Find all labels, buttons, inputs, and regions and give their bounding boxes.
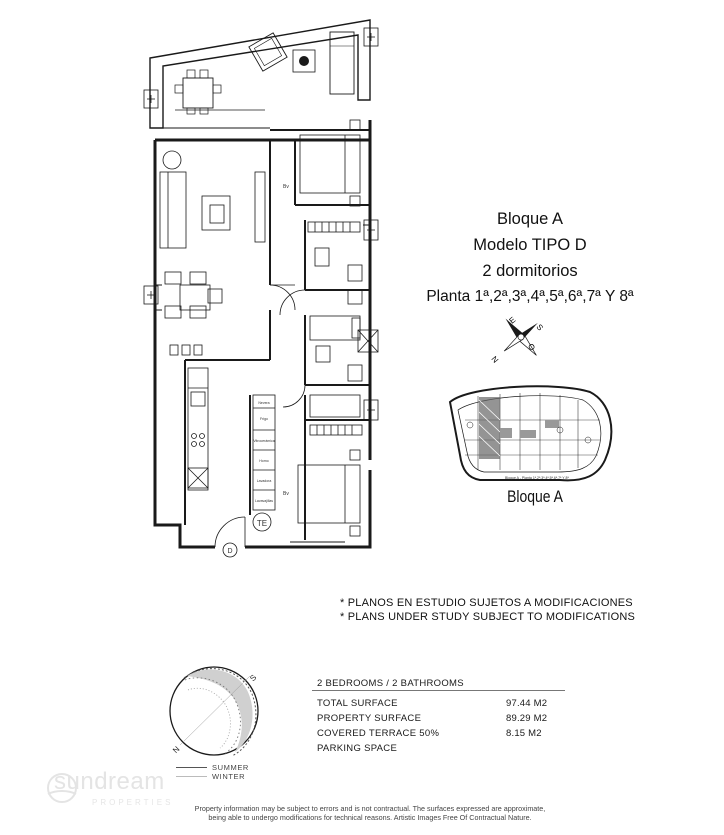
sun-n: N [171, 744, 182, 756]
specs-divider [312, 690, 565, 691]
block-title: Bloque A [496, 210, 564, 228]
te-label: TE [256, 519, 268, 528]
spec-label-total: TOTAL SURFACE [317, 698, 398, 709]
key-plan-small-label: Bloque A - Planta 1ª,2ª,3ª,4ª,5ª,6ª,7ª Y 8ª [505, 476, 569, 480]
note-english: * PLANS UNDER STUDY SUBJECT TO MODIFICATIONS [340, 611, 636, 623]
bedroom-2 [298, 425, 362, 536]
key-plan [450, 386, 611, 480]
compass-o: O [526, 341, 538, 353]
title-block [390, 206, 670, 310]
key-plan-caption: Bloque A [507, 487, 563, 506]
bv-label-1: Bv [283, 184, 289, 190]
disclaimer [170, 804, 570, 822]
bedrooms-title: 2 dormitorios [482, 262, 578, 280]
spec-label-parking: PARKING SPACE [317, 743, 398, 754]
living-furniture [160, 151, 265, 355]
spec-value-total: 97.44 M2 [506, 698, 548, 709]
legend-summer: SUMMER [212, 763, 249, 772]
model-title: Modelo TIPO D [473, 236, 587, 254]
bv-label-2: Bv [283, 491, 289, 497]
closet-label-3: Vitrocerámica [253, 439, 275, 443]
closet-label-4: Horno [259, 459, 269, 463]
bathroom-1 [310, 248, 362, 340]
disclaimer-line-2: being able to undergo modifications for technical reasons. Artistic Images Free Of Contractual Nature. [208, 813, 532, 822]
windows [155, 225, 370, 542]
spec-label-property: PROPERTY SURFACE [317, 713, 422, 724]
entry-label: D [227, 548, 233, 555]
spec-value-property: 89.29 M2 [506, 713, 548, 724]
compass-s: S [534, 322, 545, 333]
closet-column [253, 395, 275, 531]
compass-n: N [489, 354, 501, 365]
specs-heading: 2 BEDROOMS / 2 BATHROOMS [317, 678, 464, 689]
compass-e: E [507, 315, 518, 326]
legend-winter: WINTER [212, 772, 246, 781]
compass-rose [489, 304, 554, 369]
floors-title: Planta 1ª,2ª,3ª,4ª,5ª,6ª,7ª Y 8ª [426, 288, 634, 305]
closet-label-6: Lavavajillas [254, 499, 274, 503]
sun-diagram [170, 667, 258, 756]
sun-s: S [248, 672, 259, 684]
brand-sub: PROPERTIES [92, 798, 174, 807]
doors [215, 285, 305, 547]
bedroom-1 [300, 120, 360, 232]
disclaimer-line-1: Property information may be subject to errors and is not contractual. The surfaces expressed are approximate, [194, 804, 546, 813]
brand-name: sundream [54, 768, 165, 795]
spec-value-terrace: 8.15 M2 [506, 728, 542, 739]
bathroom-2 [310, 330, 378, 417]
terrace [150, 20, 370, 128]
closet-label-2: Frigo [260, 417, 268, 421]
closet-label-5: Lavadora [256, 479, 272, 483]
closet-label-1: Nevera [258, 401, 270, 405]
spec-label-terrace: COVERED TERRACE 50% [317, 728, 440, 739]
kitchen [188, 368, 208, 490]
note-spanish: * PLANOS EN ESTUDIO SUJETOS A MODIFICACIONES [340, 597, 633, 609]
